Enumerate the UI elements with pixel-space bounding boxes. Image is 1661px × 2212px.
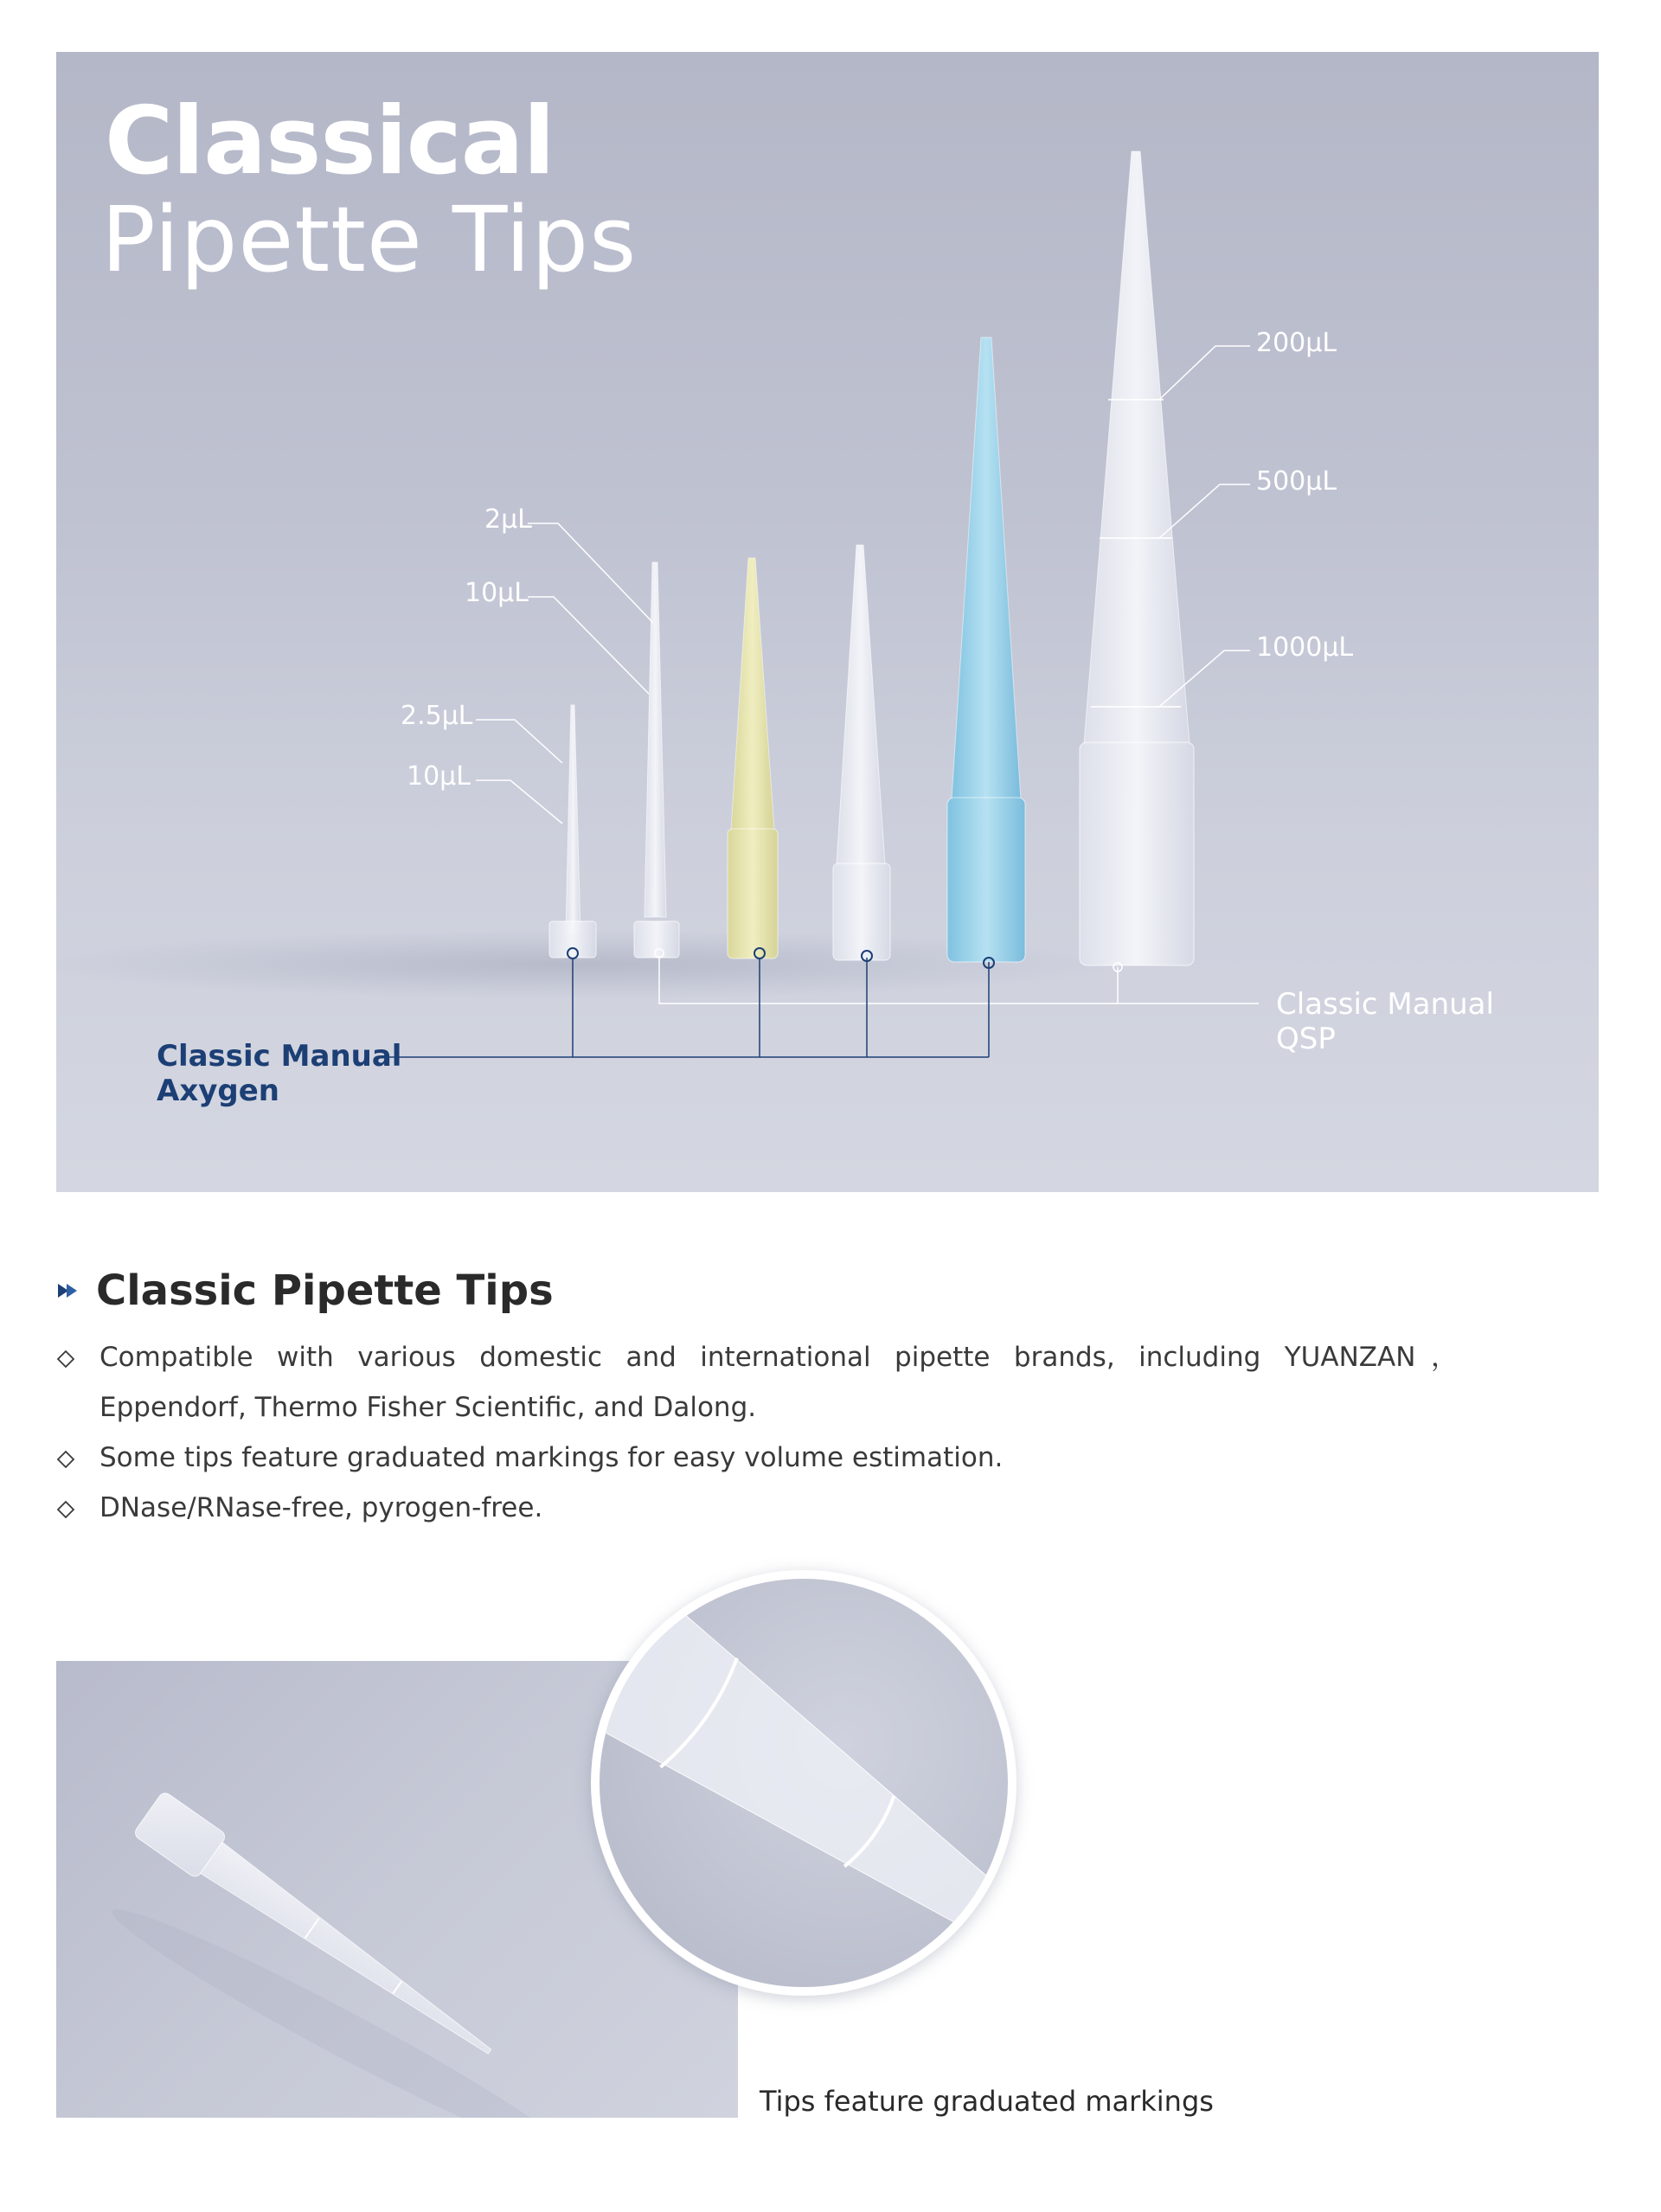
brand-qsp-line2: QSP (1276, 1022, 1336, 1056)
graduation-zoom-photo (591, 1570, 1016, 1996)
label-1000ul: 1000µL (1256, 632, 1354, 663)
diamond-outline-icon (56, 1483, 99, 1533)
label-2ul: 2µL (484, 504, 532, 535)
brand-axygen-line2: Axygen (157, 1074, 280, 1108)
hero-title-line1: Classical (105, 87, 555, 196)
list-item (56, 1433, 1458, 1483)
diamond-outline-icon (56, 1332, 99, 1382)
section-heading (56, 1265, 554, 1317)
pipette-tips-illustration (56, 52, 1599, 1192)
double-arrow-right-icon (56, 1280, 82, 1301)
pipette-tip-blue (947, 337, 1025, 962)
pipette-tip-1000ul (1080, 151, 1194, 965)
diamond-outline-icon (56, 1433, 99, 1483)
label-500ul: 500µL (1256, 466, 1337, 497)
hero-title-line2: Pipette Tips (101, 187, 638, 292)
label-200ul: 200µL (1256, 328, 1337, 358)
pipette-tip-10ul-long (634, 562, 679, 958)
feature-text: DNase/RNase-free, pyrogen-free. (99, 1492, 543, 1523)
section-title: Classic Pipette Tips (96, 1266, 554, 1315)
list-item (56, 1332, 1458, 1433)
label-10ul-tip2: 10µL (465, 578, 529, 608)
pipette-tip-yellow (728, 558, 778, 959)
feature-list (56, 1332, 1458, 1533)
brand-axygen-line1: Classic Manual (157, 1039, 402, 1074)
hero-product-photo (56, 52, 1599, 1192)
brand-qsp-line1: Classic Manual (1276, 987, 1494, 1022)
label-10ul-tip1: 10µL (407, 761, 471, 792)
pipette-tip-clear-medium (833, 545, 890, 960)
pipette-tip-10ul-small (549, 705, 596, 958)
label-2-5ul: 2.5µL (401, 701, 473, 731)
feature-text: Some tips feature graduated markings for easy volume estimation. (99, 1442, 1004, 1473)
list-item (56, 1483, 1458, 1533)
photo-caption: Tips feature graduated markings (760, 2085, 1214, 2118)
feature-text: Compatible with various domestic and international pipette brands, including YUANZAN， Eppendorf, Thermo Fisher Scientific, and Dalong. (99, 1342, 1458, 1423)
